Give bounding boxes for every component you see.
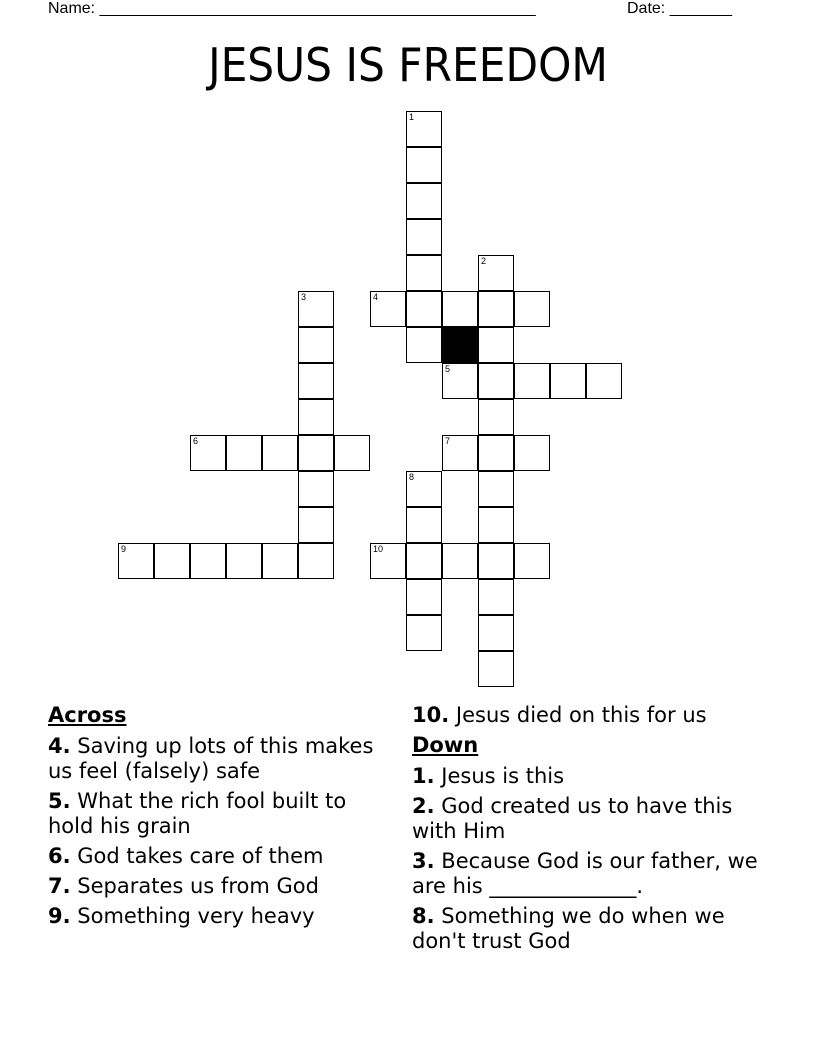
crossword-cell[interactable] [262,435,298,471]
clue-number: 3 [301,292,307,302]
crossword-cell[interactable] [226,435,262,471]
crossword-cell[interactable] [478,435,514,471]
crossword-cell[interactable] [226,543,262,579]
clue-across-6: 6. God takes care of them [48,844,324,868]
crossword-cell[interactable] [586,363,622,399]
clue-number: 1 [409,112,415,122]
crossword-cell[interactable] [370,291,406,327]
clue-number: 8 [409,472,415,482]
crossword-cell[interactable] [478,543,514,579]
crossword-cell[interactable] [190,435,226,471]
crossword-cell[interactable] [406,147,442,183]
clue-across-4: 4. Saving up lots of this makes us feel (falsely) safe [48,734,374,783]
crossword-cell[interactable] [442,291,478,327]
crossword-cell[interactable] [442,543,478,579]
crossword-cell[interactable] [478,399,514,435]
clue-across-10: 10. Jesus died on this for us [412,703,707,727]
down-heading: Down [412,733,479,757]
clue-across-5: 5. What the rich fool built to hold his grain [48,789,347,838]
crossword-cell[interactable] [442,363,478,399]
crossword-cell[interactable] [478,363,514,399]
crossword-cell[interactable] [478,471,514,507]
crossword-cell[interactable] [298,399,334,435]
crossword-cell[interactable] [298,435,334,471]
clue-number: 10 [373,544,384,554]
crossword-cell[interactable] [514,543,550,579]
across-heading: Across [48,703,127,727]
crossword-cell[interactable] [370,543,406,579]
crossword-cell[interactable] [406,255,442,291]
crossword-cell[interactable] [406,507,442,543]
page-title: JESUS IS FREEDOM [208,38,608,92]
crossword-cell[interactable] [550,363,586,399]
clue-number: 7 [445,436,451,446]
crossword-cell[interactable] [298,291,334,327]
crossword-cell[interactable] [406,543,442,579]
crossword-cell[interactable] [334,435,370,471]
clue-down-3: 3. Because God is our father, we are his ______________. [412,849,758,898]
clue-across-7: 7. Separates us from God [48,874,319,898]
date-field-label: Date: _______ [627,0,732,17]
crossword-cell[interactable] [298,543,334,579]
crossword-cell[interactable] [406,579,442,615]
crossword-cell[interactable] [406,183,442,219]
crossword-cell[interactable] [406,219,442,255]
clue-number: 2 [481,256,487,266]
clue-number: 5 [445,364,451,374]
crossword-cell[interactable] [478,579,514,615]
crossword-cell[interactable] [478,507,514,543]
crossword-cell[interactable] [262,543,298,579]
crossword-cell[interactable] [406,291,442,327]
clue-number: 4 [373,292,379,302]
crossword-cell[interactable] [406,615,442,651]
crossword-cell[interactable] [298,507,334,543]
across-clues-column [48,703,378,934]
crossword-cell[interactable] [406,111,442,147]
crossword-cell[interactable] [514,291,550,327]
clue-number: 6 [193,436,199,446]
crossword-cell[interactable] [298,471,334,507]
clue-across-9: 9. Something very heavy [48,904,315,928]
crossword-cell[interactable] [478,291,514,327]
crossword-cell[interactable] [406,327,442,363]
clue-down-8: 8. Something we do when we don't trust God [412,904,725,953]
crossword-cell[interactable] [478,651,514,687]
name-field-label: Name: _________________________________________________ [48,0,536,17]
crossword-cell[interactable] [478,255,514,291]
crossword-cell[interactable] [478,327,514,363]
crossword-cell[interactable] [514,363,550,399]
clue-down-1: 1. Jesus is this [412,764,565,788]
crossword-black-cell [442,327,478,363]
crossword-cell[interactable] [118,543,154,579]
crossword-cell[interactable] [442,435,478,471]
crossword-cell[interactable] [478,615,514,651]
crossword-cell[interactable] [298,327,334,363]
crossword-cell[interactable] [406,471,442,507]
crossword-cell[interactable] [514,435,550,471]
clue-number: 9 [121,544,127,554]
down-clues-column [412,703,772,959]
crossword-cell[interactable] [154,543,190,579]
clue-down-2: 2. God created us to have this with Him [412,794,733,843]
crossword-cell[interactable] [190,543,226,579]
crossword-cell[interactable] [298,363,334,399]
